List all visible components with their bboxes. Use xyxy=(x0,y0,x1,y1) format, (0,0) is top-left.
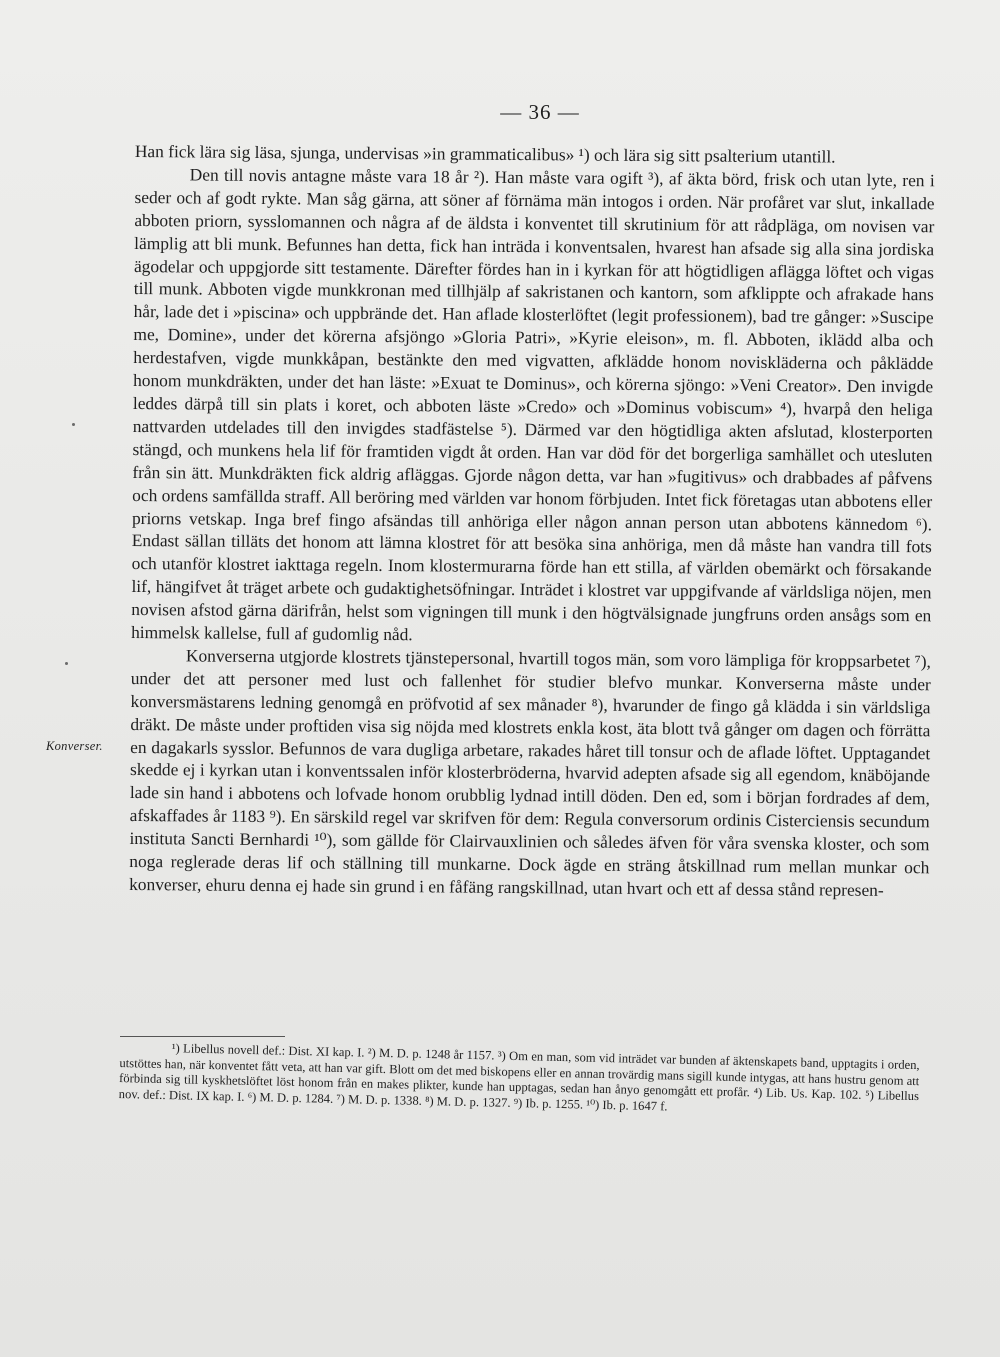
footnote-divider xyxy=(120,1036,285,1037)
footnotes xyxy=(119,1040,920,1120)
paragraph-3: Konverserna utgjorde klostrets tjänstepersonal, hvartill togos män, som voro lämpliga för kroppsarbetet ⁷), under det att personer med lust och fallenhet för studier blefvo munkar. Konverserna måste under konversmästarens ledning genomgå en pröfvotid af sex månader ⁸), hvarunder de fingo gå klädda i sin världsliga dräkt. De måste under proftiden visa sig nöjda med klostrets enkla kost, äta blott två gånger om dagen och förrätta en dagakarls sysslor. Befunnos de vara dugliga arbetare, rakades håret till tonsur och de aflade löftet. Upptagandet skedde ej i kyrkan utan i konventssalen inför klosterbröderna, hvarvid adepten afsade sig all egendom, knäböjande lade sin hand i abbotens och lofvade honom orubblig lydnad intill döden. Den ed, som i början fordrades af dem, afskaffades år 1183 ⁹). En särskild regel var skrifven för dem: Regula conversorum ordinis Cisterciensis secundum instituta Sancti Bernhardi ¹⁰), som gällde för Clairvauxlinien och således äfven för våra svenska kloster, och som noga reglerade deras lif och ställning till munkarne. Dock ägde en sträng åtskillnad rum mellan munkar och konverser, ehuru denna ej hade sin grund i en fåfäng rangskillnad, utan hvart och ett af dessa stånd represen- xyxy=(129,645,932,900)
body-text xyxy=(129,140,935,902)
margin-note: Konverser. xyxy=(46,739,103,753)
footnote-text: ¹) Libellus novell def.: Dist. XI kap. I. ²) M. D. p. 1248 år 1157. ³) Om en man, som vid inträdet var bunden af äktenskapets band, upptagits i orden, utstöttes han, när konventet fått veta, att han var gift. Blott om det med biskopens eller en annan trovärdig mans sigill kunde intygas, att hans hustru genom att förbinda sig till kyskhetslöftet löst honom från en makes plikter, kunde han upptagas, sedan han ånyo genomgått ett profår. ⁴) Lib. Us. Kap. 102. ⁵) Libellus nov. def.: Dist. IX kap. I. ⁶) M. D. p. 1284. ⁷) M. D. p. 1338. ⁸) M. D. p. 1327. ⁹) Ib. p. 1255. ¹⁰) Ib. p. 1647 f. xyxy=(118,1041,920,1113)
paragraph-2: Den till novis antagne måste vara 18 år ²). Han måste vara ogift ³), af äkta börd, frisk och utan lyte, ren i seder och af godt rykte. Man såg gärna, att söner af förnäma män intogos i orden. När profåret var slut, inkallade abboten priorn, sysslomannen och några af de äldsta i konventet till skrutinium för att rådpläga, om novisen var lämplig att bli munk. Befunnes han detta, fick han inträda i konventsalen, hvarest han afsade sig alla sina jordiska ägodelar och uppgjorde sitt testamente. Därefter fördes han in i kyrkan för att högtidligen aflägga löftet och vigas till munk. Abboten vigde munkkronan med tillhjälp af sakristanen och kantorn, som afklippte och afrakade hans hår, lade det i »piscina» och uppbrände det. Han aflade klosterlöftet (legit professionem), bad tre gånger: »Suscipe me, Domine», under det körerna afsjöngo »Gloria Patri», »Kyrie eleison», m. fl. Abboten, iklädd alba och herdestafven, vigde munkkåpan, bestänkte den med vigvatten, afklädde honom noviskläderna och påklädde honom munkdräkten, under det han läste: »Exuat te Dominus», och körerna sjöngo: »Veni Creator». Den invigde leddes därpå till sin plats i koret, och abboten läste »Credo» och »Dominus vobiscum» ⁴), hvarpå den heliga nattvarden utdelades till den invigdes stadfästelse ⁵). Därmed var den högtidliga akten afslutad, klosterporten stängd, och munkens hela lif för framtiden vigdt åt orden. Han var död för det borgerliga samhället och utesluten från sin ätt. Munkdräkten fick aldrig afläggas. Gjorde någon detta, var han »fugitivus» och drabbades af påfvens och ordens samfällda straff. All beröring med världen var honom förbjuden. Intet fick företagas utan abbotens eller priorns vetskap. Inga bref fingo afsändas till anhöriga eller någon annan person utan abbotens kännedom ⁶). Endast sällan tilläts det honom att lämna klostret för att besöka sina anhöriga, men då måste han vandra till fots och utanför klostret iakttaga regeln. Inom klostermurarna förde han ett stilla, af världen obemärkt och försakande lif, hängifvet åt träget arbete och gudaktighetsöfningar. Inträdet i klostret var uppgifvande af världsliga nöjen, men novisen afstod gärna därifrån, helst som vigningen till munk i den högtvälsignade jungfruns orden ansågs som en himmelsk kallelse, full af gudomlig nåd. xyxy=(131,164,935,645)
scan-speck xyxy=(72,423,75,426)
page-number: — 36 — xyxy=(500,100,580,124)
scan-speck xyxy=(65,662,68,665)
paragraph-1: Han fick lära sig läsa, sjunga, undervisas »in grammaticalibus» ¹) och lära sig sitt psalterium utantill. xyxy=(134,140,836,167)
